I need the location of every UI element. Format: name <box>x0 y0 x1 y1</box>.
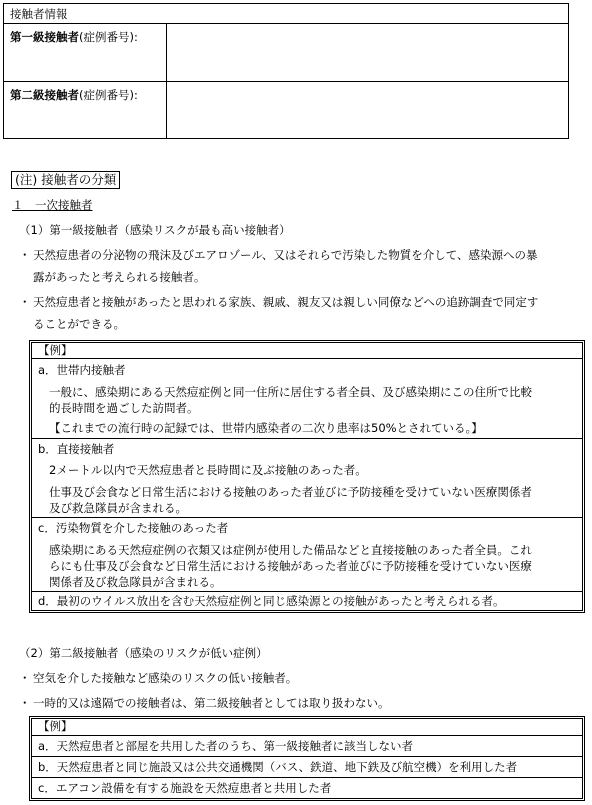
second-level-contact-label: 第二級接触者(症例番号): <box>10 88 138 102</box>
example-b-title: b．直接接触者 <box>38 442 115 456</box>
table-header: 接触者情報 <box>10 7 68 21</box>
example2-b: b．天然痘患者と同じ施設又は公共交通機関（バス、鉄道、地下鉄及び航空機）を利用した者 <box>38 760 518 774</box>
example-c-text: 感染期にある天然痘症例の衣類又は症例が使用した備品などと直接接触のあった者全員。これ <box>49 543 532 557</box>
divider <box>31 517 583 518</box>
bullet-mark: ・ <box>19 295 31 309</box>
table-header-row <box>4 4 568 24</box>
contact-info-table <box>3 3 569 139</box>
divider <box>31 358 583 359</box>
divider <box>31 735 583 736</box>
section1-heading: １ 一次接触者 <box>12 198 93 212</box>
bullet-mark: ・ <box>19 696 31 710</box>
table-row <box>4 24 568 82</box>
example-a-text: 一般に、感染期にある天然痘症例と同一住所に居住する者全員、及び感染期にこの住所で比較 <box>49 385 532 399</box>
example2-a: a．天然痘患者と部屋を共用した者のうち、第一級接触者に該当しない者 <box>38 739 414 753</box>
bullet-mark: ・ <box>19 248 31 262</box>
example-b-text: 2メートル以内で天然痘患者と長時間に及ぶ接触のあった者。 <box>49 463 367 477</box>
divider <box>31 438 583 439</box>
divider <box>31 756 583 757</box>
example-a-title: a．世帯内接触者 <box>38 363 126 377</box>
example-label: 【例】 <box>38 719 73 733</box>
example-c-text: らにも仕事及び会食など日常生活における接触があった者並びに予防接種を受けていない医療 <box>49 559 532 573</box>
example-b-text: 及び救急隊員が含まれる。 <box>49 501 187 515</box>
note-title: (注) 接触者の分類 <box>11 171 120 189</box>
example-label: 【例】 <box>38 343 73 357</box>
table-column-divider <box>166 24 167 139</box>
bullet-text: 一時的又は遠隔での接触者は、第二級接触者としては取り扱わない。 <box>33 696 390 710</box>
example-a-text: 的長時間を過ごした訪問者。 <box>49 401 199 415</box>
divider <box>31 591 583 592</box>
example-c-title: c．汚染物質を介した接触のあった者 <box>38 521 229 535</box>
bullet-text: 空気を介した接触など感染のリスクの低い接触者。 <box>33 671 298 685</box>
example-b-text: 仕事及び会食など日常生活における接触のあった者並びに予防接種を受けていない医療関係者 <box>49 485 532 499</box>
divider <box>31 777 583 778</box>
table-row <box>4 82 568 139</box>
example-d-title: d．最初のウイルス放出を含む天然痘症例と同じ感染源との接触があったと考えられる者。 <box>38 594 505 608</box>
example-c-text: 関係者及び救急隊員が含まれる。 <box>49 575 222 589</box>
first-level-contact-label: 第一級接触者(症例番号): <box>10 30 138 44</box>
bullet-text: 天然痘患者の分泌物の飛沫及びエアロゾール、又はそれらで汚染した物質を介して、感染源への暴 <box>33 248 538 262</box>
bullet-text: 天然痘患者と接触があったと思われる家族、親戚、親友又は親しい同僚などへの追跡調査で同定す <box>33 295 539 309</box>
bullet-text: 露があったと考えられる接触者。 <box>33 270 206 284</box>
bullet-mark: ・ <box>19 671 31 685</box>
example2-c: c．エアコン設備を有する施設を天然痘患者と共用した者 <box>38 781 332 795</box>
sub1-heading: （1）第一級接触者（感染リスクが最も高い接触者） <box>19 223 291 237</box>
example-a-note: 【これまでの流行時の記録では、世帯内感染者の二次り患率は50%とされている。】 <box>49 421 483 435</box>
bullet-text: ることができる。 <box>33 317 125 331</box>
sub2-heading: （2）第二級接触者（感染のリスクが低い症例） <box>19 646 268 660</box>
